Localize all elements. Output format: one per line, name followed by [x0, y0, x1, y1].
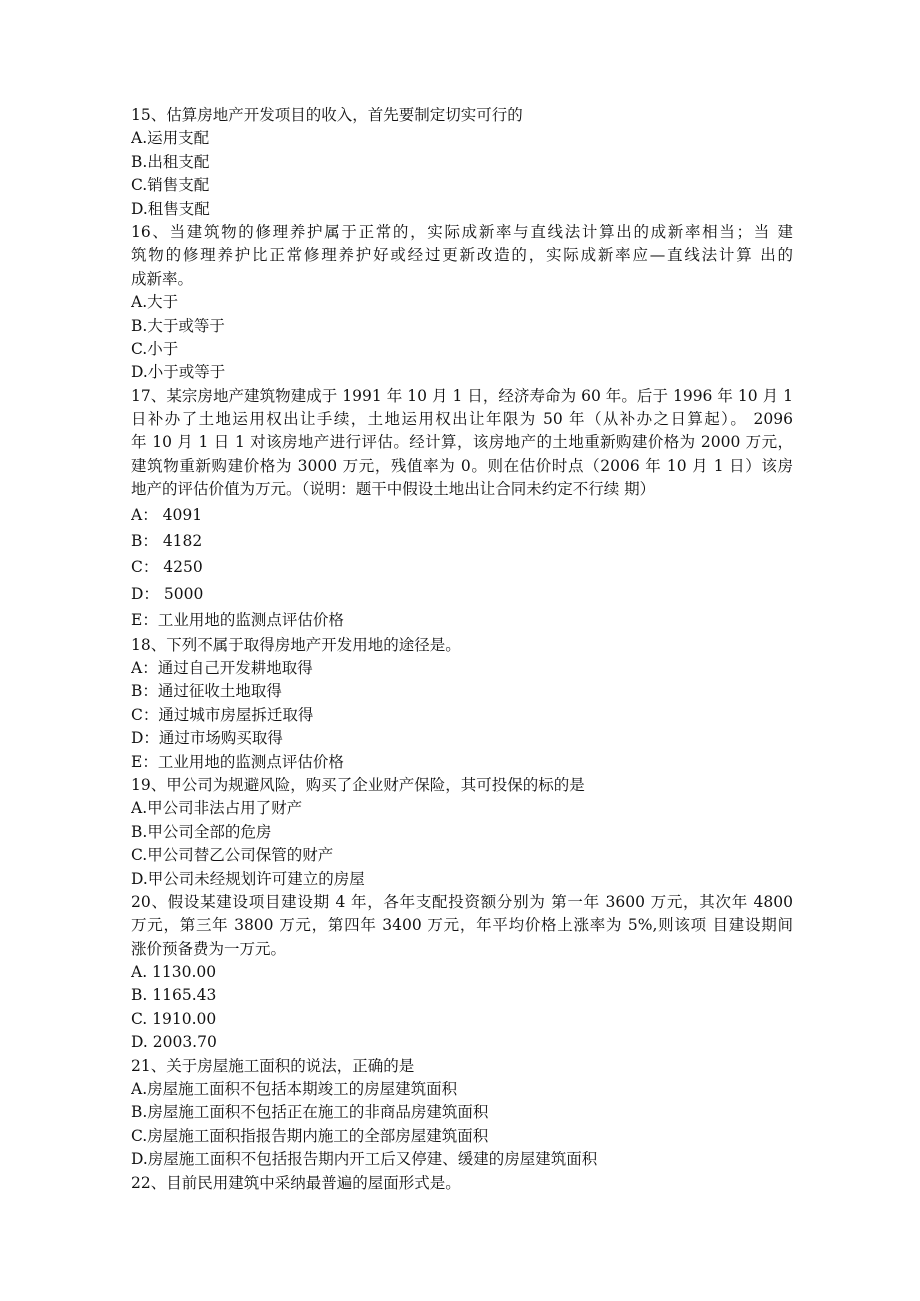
- option-a: A：通过自己开发耕地取得: [131, 658, 313, 677]
- question-15: [131, 104, 793, 221]
- option-a: A.房屋施工面积不包括本期竣工的房屋建筑面积: [131, 1080, 458, 1099]
- option-b: B. 1165.43: [131, 986, 217, 1005]
- option-b: B.大于或等于: [131, 316, 225, 335]
- question-stem: 19、甲公司为规避风险，购买了企业财产保险，其可投保的标的是: [131, 775, 585, 794]
- option-c: C. 1910.00: [131, 1009, 217, 1028]
- question-stem: 成新率。: [131, 269, 194, 288]
- option-c: C：通过城市房屋拆迁取得: [131, 705, 314, 724]
- question-18: [131, 634, 793, 774]
- option-a: A.大于: [131, 293, 179, 312]
- option-b: B.房屋施工面积不包括正在施工的非商品房建筑面积: [131, 1103, 489, 1122]
- question-22: [131, 1172, 793, 1195]
- option-c: C.销售支配: [131, 176, 210, 195]
- question-stem: 地产的评估价值为万元。（说明：题干中假设土地出让合同未约定不行续 期）: [131, 480, 656, 499]
- option-b: B： 4182: [131, 532, 203, 551]
- question-stem: 涨价预备费为一万元。: [131, 939, 287, 958]
- question-stem: 17、某宗房地产建筑物建成于 1991 年 10 月 1 日，经济寿命为 60 年。后于 1996 年 10 月 1: [131, 386, 793, 405]
- question-list: [131, 104, 793, 1195]
- option-d: D.房屋施工面积不包括报告期内开工后又停建、缓建的房屋建筑面积: [131, 1150, 598, 1169]
- question-stem: 21、关于房屋施工面积的说法，正确的是: [131, 1056, 415, 1075]
- question-19: [131, 774, 793, 891]
- question-16: [131, 221, 793, 385]
- question-stem: 万元，第三年 3800 万元，第四年 3400 万元，年平均价格上涨率为 5%,则该项 目建设期间: [131, 916, 793, 935]
- question-stem: 22、目前民用建筑中采纳最普遍的屋面形式是。: [131, 1173, 461, 1192]
- question-stem: 日补办了土地运用权出让手续，土地运用权出让年限为 50 年（从补办之日算起）。 2096: [131, 410, 793, 429]
- question-21: [131, 1055, 793, 1172]
- option-d: D：通过市场购买取得: [131, 729, 283, 748]
- option-c: C： 4250: [131, 558, 203, 577]
- option-d: D： 5000: [131, 584, 204, 603]
- option-d: D. 2003.70: [131, 1033, 217, 1052]
- question-stem: 年 10 月 1 日 1 对该房地产进行评估。经计算，该房地产的土地重新购建价格为 2000 万元，: [131, 433, 793, 452]
- option-e: E：工业用地的监测点评估价格: [131, 611, 344, 630]
- option-c: C.小于: [131, 339, 179, 358]
- option-d: D.甲公司未经规划许可建立的房屋: [131, 869, 365, 888]
- question-stem: 20、假设某建设项目建设期 4 年，各年支配投资额分别为 第一年 3600 万元，其次年 4800: [131, 892, 793, 911]
- option-a: A. 1130.00: [131, 963, 217, 982]
- question-stem: 15、估算房地产开发项目的收入，首先要制定切实可行的: [131, 106, 523, 124]
- question-stem: 18、下列不属于取得房地产开发用地的途径是。: [131, 635, 461, 654]
- option-c: C.房屋施工面积指报告期内施工的全部房屋建筑面积: [131, 1126, 489, 1145]
- option-a: A.甲公司非法占用了财产: [131, 799, 303, 818]
- question-stem: 建筑物重新购建价格为 3000 万元，残值率为 0。则在估价时点（2006 年 10 月 1 日）该房: [131, 456, 793, 475]
- option-a: A： 4091: [131, 505, 203, 524]
- option-d: D.租售支配: [131, 199, 210, 218]
- question-stem: 16、当建筑物的修理养护属于正常的，实际成新率与直线法计算出的成新率相当；当 建: [131, 222, 793, 241]
- option-a: A.运用支配: [131, 129, 210, 148]
- option-c: C.甲公司替乙公司保管的财产: [131, 846, 334, 865]
- option-b: B.出租支配: [131, 152, 210, 171]
- option-b: B：通过征收土地取得: [131, 682, 282, 701]
- question-17: [131, 385, 793, 634]
- option-e: E：工业用地的监测点评估价格: [131, 752, 344, 771]
- option-b: B.甲公司全部的危房: [131, 822, 272, 841]
- question-stem: 筑物的修理养护比正常修理养护好或经过更新改造的，实际成新率应—直线法计算 出的: [131, 246, 793, 265]
- question-20: [131, 891, 793, 1055]
- option-d: D.小于或等于: [131, 363, 226, 382]
